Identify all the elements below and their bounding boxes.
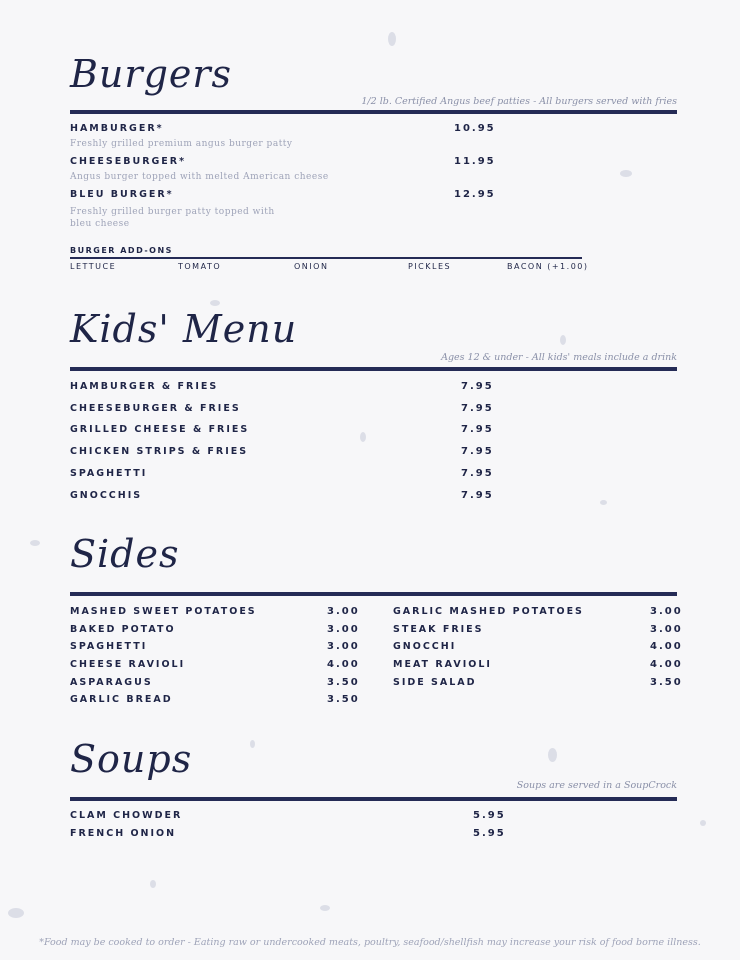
menu-item-price: 5.95: [473, 810, 506, 821]
kids-menu-note: Ages 12 & under - All kids' meals include a drink: [441, 352, 677, 363]
menu-item-name: GNOCCHIS: [70, 490, 143, 501]
menu-item-price: 11.95: [454, 156, 496, 167]
addons-label: BURGER ADD-ONS: [70, 246, 173, 255]
side-item-name: STEAK FRIES: [393, 624, 484, 635]
side-item-name: CHEESE RAVIOLI: [70, 659, 186, 670]
side-item-price: 3.00: [327, 624, 360, 635]
menu-item-price: 7.95: [461, 446, 494, 457]
side-item-name: BAKED POTATO: [70, 624, 176, 635]
side-item-price: 4.00: [327, 659, 360, 670]
side-item-price: 3.00: [327, 606, 360, 617]
menu-item-price: 10.95: [454, 123, 496, 134]
soups-title: Soups: [70, 737, 193, 781]
side-item-name: MASHED SWEET POTATOES: [70, 606, 257, 617]
menu-item-price: 7.95: [461, 468, 494, 479]
addon-item: LETTUCE: [70, 262, 117, 271]
menu-item-name: FRENCH ONION: [70, 828, 177, 839]
sides-section: [70, 530, 683, 710]
menu-item-name: HAMBURGER & FRIES: [70, 381, 219, 392]
menu-item-price: 7.95: [461, 403, 494, 414]
food-safety-disclaimer: *Food may be cooked to order - Eating raw or undercooked meats, poultry, seafood/shellfish may increase your risk of food borne illness.: [39, 937, 701, 948]
menu-item-description: Freshly grilled premium angus burger patty: [70, 139, 293, 149]
menu-item-name: HAMBURGER*: [70, 123, 164, 134]
soups-divider: [70, 797, 677, 801]
menu-item-name: CHEESEBURGER & FRIES: [70, 403, 241, 414]
side-item-price: 3.50: [327, 677, 360, 688]
menu-item-price: 7.95: [461, 424, 494, 435]
side-item-price: 4.00: [650, 659, 683, 670]
burgers-divider: [70, 110, 677, 114]
burgers-section: [70, 50, 677, 280]
addon-item: TOMATO: [178, 262, 222, 271]
burgers-title: Burgers: [70, 52, 233, 96]
addon-item: ONION: [294, 262, 329, 271]
menu-item-name: GRILLED CHEESE & FRIES: [70, 424, 250, 435]
side-item-price: 3.00: [650, 624, 683, 635]
side-item-name: GARLIC BREAD: [70, 694, 173, 705]
menu-item-price: 7.95: [461, 490, 494, 501]
soups-note: Soups are served in a SoupCrock: [516, 780, 677, 791]
kids-menu-divider: [70, 367, 677, 371]
sides-divider: [70, 592, 677, 596]
menu-item-name: CLAM CHOWDER: [70, 810, 183, 821]
side-item-name: MEAT RAVIOLI: [393, 659, 492, 670]
side-item-price: 3.00: [650, 606, 683, 617]
side-item-name: ASPARAGUS: [70, 677, 153, 688]
side-item-name: SPAGHETTI: [70, 641, 148, 652]
addons-divider: [70, 257, 582, 259]
menu-item-price: 5.95: [473, 828, 506, 839]
kids-menu-section: [70, 305, 677, 505]
kids-menu-title: Kids' Menu: [70, 307, 298, 351]
side-item-name: SIDE SALAD: [393, 677, 477, 688]
side-item-price: 4.00: [650, 641, 683, 652]
side-item-price: 3.00: [327, 641, 360, 652]
side-item-name: GNOCCHI: [393, 641, 457, 652]
menu-item-name: CHICKEN STRIPS & FRIES: [70, 446, 249, 457]
menu-item-price: 7.95: [461, 381, 494, 392]
sides-title: Sides: [70, 532, 180, 576]
side-item-price: 3.50: [327, 694, 360, 705]
menu-item-name: CHEESEBURGER*: [70, 156, 187, 167]
menu-item-description: Angus burger topped with melted American cheese: [70, 172, 329, 182]
soups-section: [70, 735, 677, 845]
burgers-note: 1/2 lb. Certified Angus beef patties - All burgers served with fries: [361, 96, 677, 107]
menu-item-name: BLEU BURGER*: [70, 189, 174, 200]
menu-item-name: SPAGHETTI: [70, 468, 148, 479]
addon-item: BACON (+1.00): [507, 262, 589, 271]
addon-item: PICKLES: [408, 262, 452, 271]
menu-item-description: Freshly grilled burger patty topped with bleu cheese: [70, 207, 275, 229]
menu-item-price: 12.95: [454, 189, 496, 200]
side-item-price: 3.50: [650, 677, 683, 688]
side-item-name: GARLIC MASHED POTATOES: [393, 606, 584, 617]
